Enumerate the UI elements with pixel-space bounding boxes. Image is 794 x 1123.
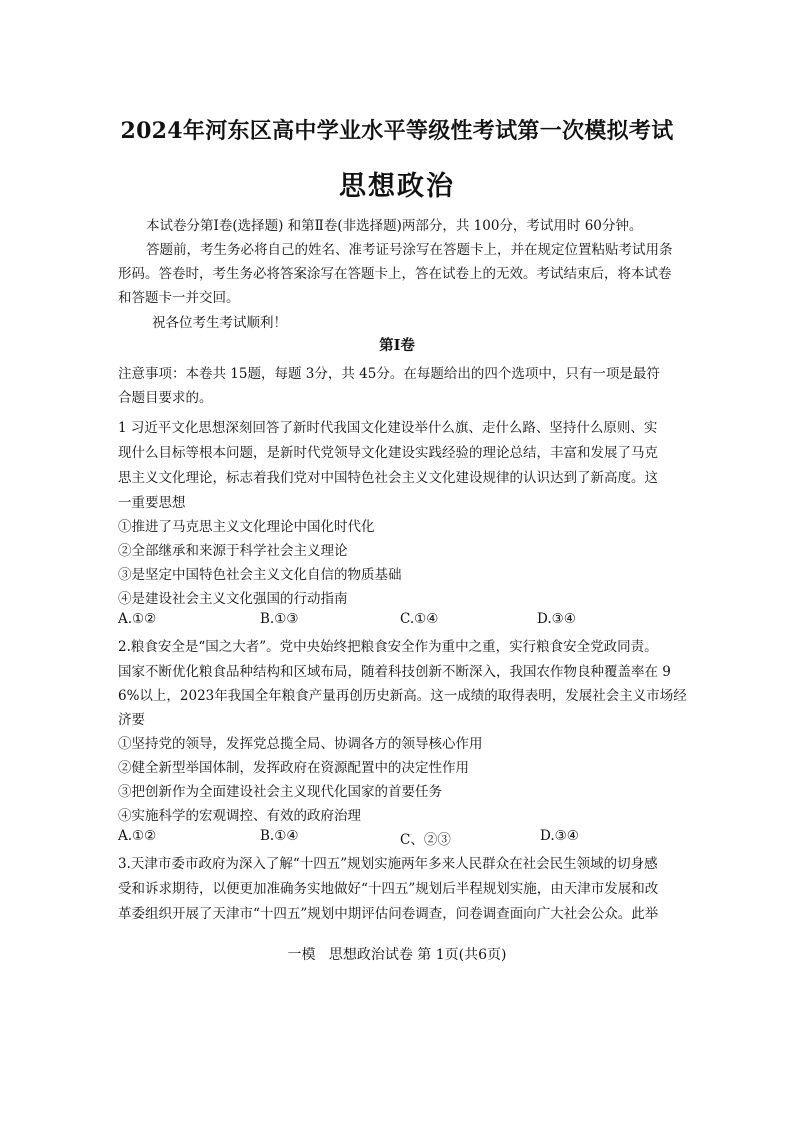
intro-line: 形码。答卷时，考生务必将答案涂写在答题卡上，答在试卷上的无效。考试结束后，将本试卷 xyxy=(118,266,672,282)
intro-line: 答题前，考生务必将自己的姓名、准考证号涂写在答题卡上，并在规定位置粘贴考试用条 xyxy=(146,242,673,258)
statement-line: ②健全新型举国体制，发挥政府在资源配置中的决定性作用 xyxy=(118,760,469,776)
question-stem-line: 济要 xyxy=(118,712,145,728)
question-stem-line: 现什么目标等根本问题，是新时代党领导文化建设实践经验的理论总结，丰富和发展了马克 xyxy=(118,445,658,461)
question-stem-line: 国家不断优化粮食品种结构和区域布局，随着科技创新不断深入，我国农作物良种覆盖率在 9 xyxy=(118,664,671,680)
statement-line: ③是坚定中国特色社会主义文化自信的物质基础 xyxy=(118,567,402,583)
intro-line: 和答题卡一并交回。 xyxy=(118,290,240,306)
statement-line: ①坚持党的领导，发挥党总揽全局、协调各方的领导核心作用 xyxy=(118,736,483,752)
question-stem-line: 一重要思想 xyxy=(118,495,186,511)
question-stem-line: 3.天津市委市政府为深入了解“十四五”规划实施两年多来人民群众在社会民生领域的切身感 xyxy=(118,856,658,872)
question-stem-line: 1 习近平文化思想深刻回答了新时代我国文化建设举什么旗、走什么路、坚持什么原则、实 xyxy=(118,420,658,436)
statement-line: ②全部继承和来源于科学社会主义理论 xyxy=(118,543,348,559)
intro-line: 本试卷分第Ⅰ卷(选择题) 和第Ⅱ卷(非选择题)两部分，共 100分，考试用时 60分钟。 xyxy=(146,218,643,234)
footer-page-info: 思想政治试卷 第 1页(共6页) xyxy=(328,947,507,963)
question-stem-line: 受和诉求期待，以便更加准确务实地做好“十四五”规划后半程规划实施，由天津市发展和改 xyxy=(118,881,659,897)
option-c: C、②③ xyxy=(400,832,451,848)
option-d: D.③④ xyxy=(540,828,579,844)
statement-line: ④实施科学的宏观调控、有效的政府治理 xyxy=(118,808,361,824)
good-luck-line: 祝各位考生考试顺利！ xyxy=(152,315,287,331)
statement-line: ③把创新作为全面建设社会主义现代化国家的首要任务 xyxy=(118,784,442,800)
option-b: B.①③ xyxy=(260,611,299,627)
section-note: 合题目要求的。 xyxy=(118,390,213,406)
statement-line: ①推进了马克思主义文化理论中国化时代化 xyxy=(118,519,375,535)
option-a: A.①② xyxy=(118,828,157,844)
option-c: C.①④ xyxy=(400,611,439,627)
question-stem-line: 6%以上，2023年我国全年粮食产量再创历史新高。这一成绩的取得表明，发展社会主义市场经 xyxy=(118,688,687,704)
exam-title: 2024年河东区高中学业水平等级性考试第一次模拟考试 xyxy=(120,118,674,144)
statement-line: ④是建设社会主义文化强国的行动指南 xyxy=(118,591,348,607)
footer-exam-label: 一模 xyxy=(287,947,316,963)
option-b: B.①④ xyxy=(260,828,299,844)
option-a: A.①② xyxy=(118,611,157,627)
subject-title: 思想政治 xyxy=(339,171,455,202)
question-stem-line: 革委组织开展了天津市“十四五”规划中期评估问卷调查，问卷调查面向广大社会公众。此举 xyxy=(118,906,659,922)
section-note: 注意事项：本卷共 15题，每题 3分，共 45分。在每题给出的四个选项中，只有一项是最符 xyxy=(118,366,660,382)
option-d: D.③④ xyxy=(537,611,576,627)
section-title: 第Ⅰ卷 xyxy=(379,337,415,354)
question-stem-line: 思主义文化理论，标志着我们党对中国特色社会主义文化建设规律的认识达到了新高度。这 xyxy=(118,470,658,486)
page-footer xyxy=(0,944,794,964)
question-stem-line: 2.粮食安全是“国之大者”。党中央始终把粮食安全作为重中之重，实行粮食安全党政同责。 xyxy=(118,639,658,655)
